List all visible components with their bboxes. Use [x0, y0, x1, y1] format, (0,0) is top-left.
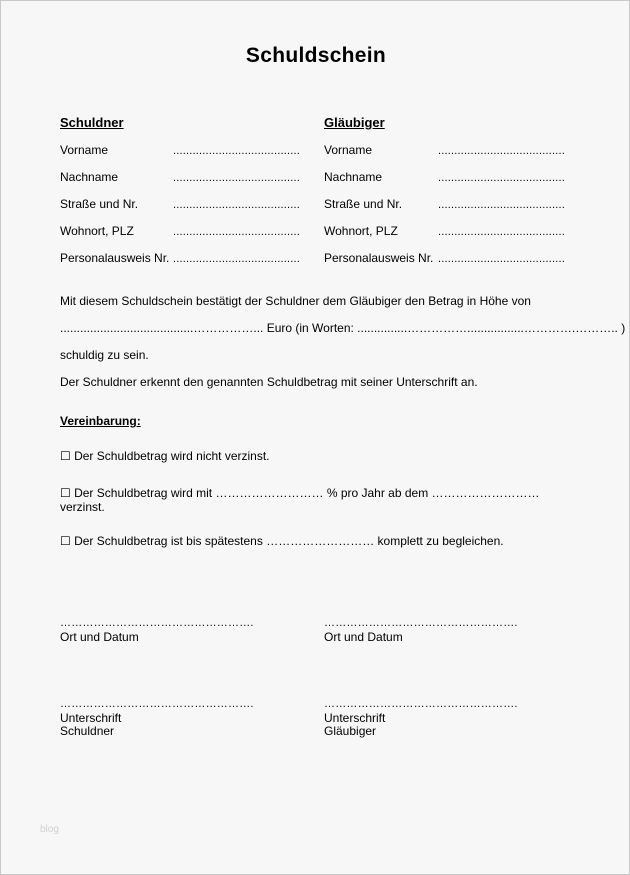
debtor-signature-role: Schuldner [60, 724, 115, 738]
debtor-place-date-line[interactable]: ……………………………………………. [60, 617, 254, 629]
debtor-field-line[interactable]: ....................................... [173, 226, 300, 238]
agreement-option-no-interest[interactable]: ☐ Der Schuldbetrag wird nicht verzinst. [60, 449, 270, 463]
creditor-field-line[interactable]: ....................................... [438, 172, 565, 184]
owed-text: schuldig zu sein. [60, 348, 149, 362]
creditor-field-label: Vorname [324, 143, 373, 157]
creditor-field-line[interactable]: ....................................... [438, 145, 565, 157]
creditor-heading: Gläubiger [324, 115, 385, 130]
creditor-field-label: Nachname [324, 170, 383, 184]
debtor-field-label: Vorname [60, 143, 109, 157]
debtor-place-date-label: Ort und Datum [60, 630, 139, 644]
creditor-signature-role: Gläubiger [324, 724, 377, 738]
acknowledgement-text: Der Schuldner erkennt den genannten Schuldbetrag mit seiner Unterschrift an. [60, 375, 478, 389]
creditor-field-line[interactable]: ....................................... [438, 253, 565, 265]
creditor-field-line[interactable]: ....................................... [438, 226, 565, 238]
document-title: Schuldschein [245, 44, 387, 67]
watermark: blog [40, 824, 59, 835]
debtor-field-line[interactable]: ....................................... [173, 253, 300, 265]
creditor-place-date-line[interactable]: ……………………………………………. [324, 617, 518, 629]
agreement-option-interest[interactable]: ☐ Der Schuldbetrag wird mit ……………………… % pro Jahr ab dem ……………………… [60, 486, 540, 500]
debtor-field-line[interactable]: ....................................... [173, 172, 300, 184]
amount-line[interactable]: ........................................……………... Euro (in Worten: ...............…………….................………….……….. ) [60, 321, 626, 335]
creditor-field-line[interactable]: ....................................... [438, 199, 565, 211]
debtor-field-label: Straße und Nr. [60, 197, 139, 211]
debtor-signature-label: Unterschrift [60, 711, 122, 725]
agreement-heading: Vereinbarung: [60, 414, 141, 428]
debtor-field-line[interactable]: ....................................... [173, 199, 300, 211]
debtor-heading: Schuldner [60, 115, 124, 130]
confirmation-text: Mit diesem Schuldschein bestätigt der Schuldner dem Gläubiger den Betrag in Höhe von [60, 294, 531, 308]
debtor-field-label: Nachname [60, 170, 119, 184]
agreement-option-due-date[interactable]: ☐ Der Schuldbetrag ist bis spätestens ……………………… komplett zu begleichen. [60, 534, 504, 548]
creditor-field-label: Wohnort, PLZ [324, 224, 398, 238]
creditor-signature-line[interactable]: ……………………………………………. [324, 698, 518, 710]
creditor-place-date-label: Ort und Datum [324, 630, 403, 644]
debtor-field-line[interactable]: ....................................... [173, 145, 300, 157]
creditor-signature-label: Unterschrift [324, 711, 386, 725]
debtor-field-label: Wohnort, PLZ [60, 224, 134, 238]
creditor-field-label: Straße und Nr. [324, 197, 403, 211]
creditor-field-label: Personalausweis Nr. [324, 251, 434, 265]
agreement-option-interest-cont: verzinst. [60, 500, 105, 514]
debtor-signature-line[interactable]: ……………………………………………. [60, 698, 254, 710]
debtor-field-label: Personalausweis Nr. [60, 251, 170, 265]
